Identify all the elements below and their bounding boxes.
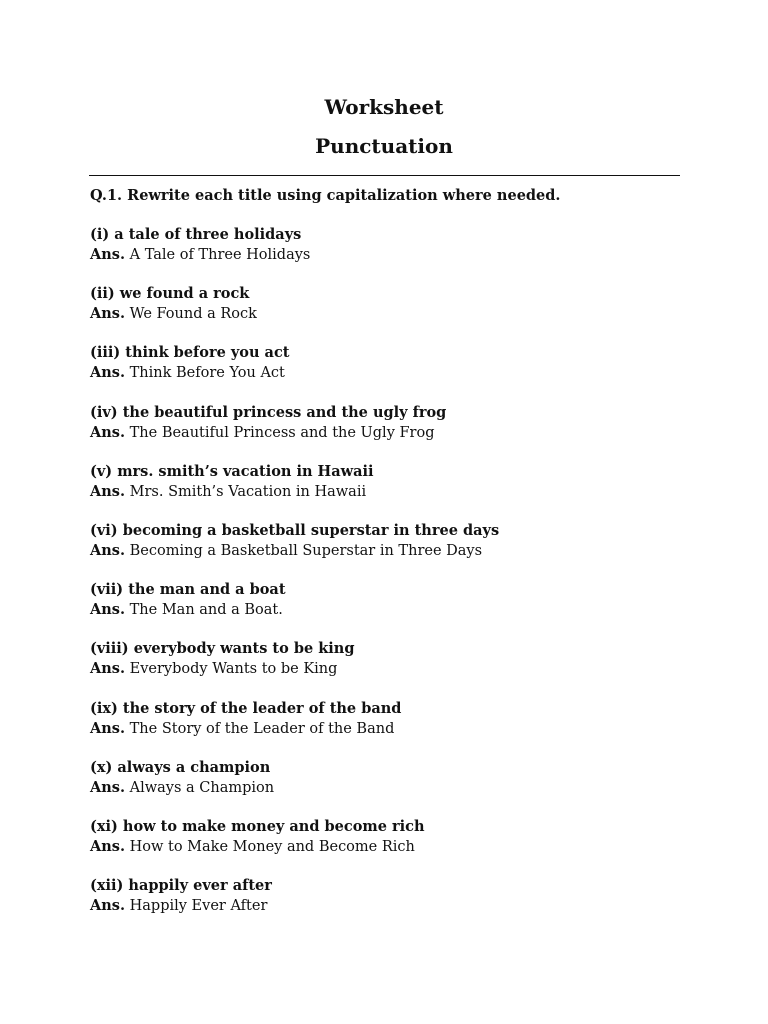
answer-label: Ans.	[90, 601, 126, 619]
header-divider	[89, 175, 680, 176]
item-prompt: (xii) happily ever after	[90, 877, 272, 895]
answer-label: Ans.	[90, 719, 126, 737]
item-answer-line	[90, 896, 690, 916]
item-answer-line	[90, 482, 690, 502]
item-answer: Everybody Wants to be King	[129, 661, 338, 678]
item-prompt: (vii) the man and a boat	[90, 581, 286, 599]
answer-label: Ans.	[90, 897, 126, 915]
item-answer-line	[90, 423, 690, 443]
item-answer: A Tale of Three Holidays	[129, 247, 311, 263]
item-prompt: (xi) how to make money and become rich	[90, 817, 425, 835]
item-answer-line	[90, 363, 690, 383]
item-prompt: (v) mrs. smith’s vacation in Hawaii	[90, 462, 374, 480]
item-prompt: (iii) think before you act	[90, 344, 290, 362]
answer-label: Ans.	[90, 837, 126, 855]
item-answer: Think Before You Act	[129, 365, 285, 382]
list-item	[90, 225, 690, 284]
item-prompt: (x) always a champion	[90, 758, 271, 776]
answer-label: Ans.	[90, 541, 126, 559]
list-item	[90, 521, 690, 580]
page-subtitle: Punctuation	[315, 134, 453, 158]
question-text: Q.1. Rewrite each title using capitalization where needed.	[90, 187, 561, 204]
list-item	[90, 284, 690, 343]
list-item	[90, 580, 690, 639]
item-answer-line	[90, 719, 690, 739]
list-item	[90, 462, 690, 521]
answer-label: Ans.	[90, 660, 126, 678]
item-prompt: (viii) everybody wants to be king	[90, 640, 355, 658]
item-answer-line	[90, 778, 690, 798]
item-answer: Becoming a Basketball Superstar in Three Days	[129, 542, 483, 559]
list-item	[90, 758, 690, 817]
item-answer-line	[90, 304, 690, 324]
item-answer-line	[90, 600, 690, 620]
answer-label: Ans.	[90, 364, 126, 382]
answer-label: Ans.	[90, 423, 126, 441]
answer-list	[90, 225, 690, 935]
item-answer-line	[90, 245, 690, 265]
item-prompt: (iv) the beautiful princess and the ugly frog	[90, 403, 447, 421]
item-answer: How to Make Money and Become Rich	[129, 838, 415, 855]
page-title: Worksheet	[324, 95, 444, 119]
item-prompt: (ix) the story of the leader of the band	[90, 699, 402, 717]
list-item	[90, 817, 690, 876]
list-item	[90, 343, 690, 402]
item-answer-line	[90, 837, 690, 857]
answer-label: Ans.	[90, 778, 126, 796]
list-item	[90, 876, 690, 935]
item-answer: Happily Ever After	[129, 898, 268, 915]
list-item	[90, 699, 690, 758]
list-item	[90, 403, 690, 462]
answer-label: Ans.	[90, 305, 126, 323]
item-answer-line	[90, 541, 690, 561]
item-prompt: (vi) becoming a basketball superstar in three days	[90, 521, 500, 539]
item-answer: Always a Champion	[129, 779, 275, 796]
item-answer-line	[90, 659, 690, 679]
answer-label: Ans.	[90, 482, 126, 500]
answer-label: Ans.	[90, 246, 126, 263]
item-answer: We Found a Rock	[129, 306, 257, 323]
item-answer: The Story of the Leader of the Band	[129, 720, 395, 737]
item-prompt: (i) a tale of three holidays	[90, 226, 302, 243]
item-answer: The Man and a Boat.	[129, 602, 283, 619]
item-prompt: (ii) we found a rock	[90, 285, 250, 303]
item-answer: Mrs. Smith’s Vacation in Hawaii	[129, 483, 367, 500]
list-item	[90, 639, 690, 698]
item-answer: The Beautiful Princess and the Ugly Frog	[129, 424, 435, 441]
